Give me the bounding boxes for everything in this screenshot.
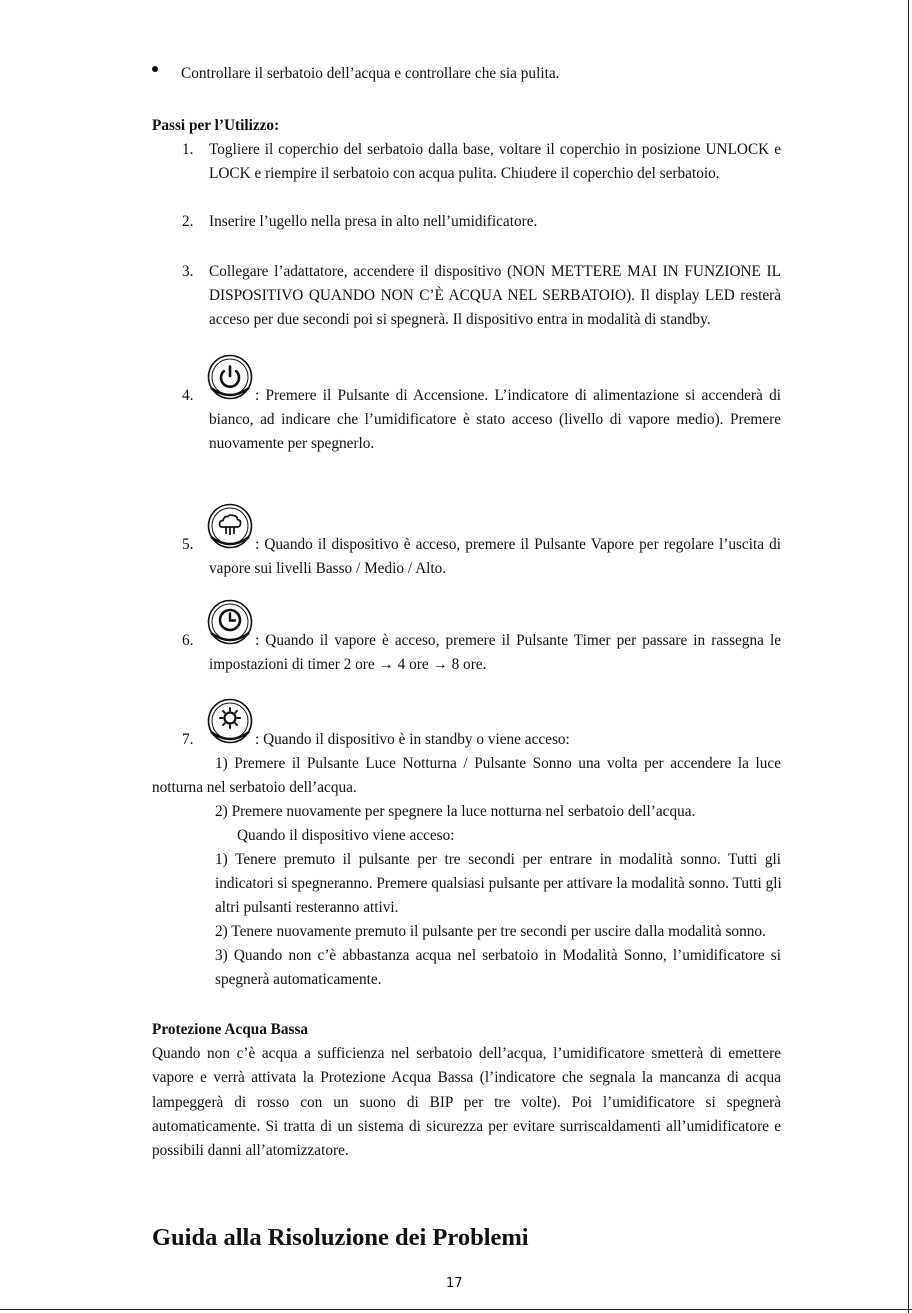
low-water-line-3: lampeggerà di rosso con un suono di BIP per tre volte). Poi l’umidificatore si spegnerà [152,1094,781,1111]
low-water-line-5: possibili danni all’atomizzatore. [152,1142,349,1159]
low-water-line-4: automaticamente. Si tratta di un sistema di sicurezza per evitare surriscaldamenti all’umidificatore e [152,1118,781,1135]
bullet-dot [152,66,158,72]
step-7-line-10: 3) Quando non c’è abbastanza acqua nel serbatoio in Modalità Sonno, l’umidificatore si [215,947,781,964]
step-3-line-3: acceso per due secondi poi si spegnerà. Il dispositivo entra in modalità di standby. [209,311,711,328]
step-7-line-9: 2) Tenere nuovamente premuto il pulsante per tre secondi per uscire dalla modalità sonno. [215,923,766,940]
low-water-line-1: Quando non c’è acqua a sufficienza nel serbatoio dell’acqua, l’umidificatore smetterà di emettere [152,1045,781,1062]
step-7-line-4: 2) Premere nuovamente per spegnere la luce notturna nel serbatoio dell’acqua. [215,803,696,820]
step-5-line-1: : Quando il dispositivo è acceso, premere il Pulsante Vapore per regolare l’uscita di [255,536,781,553]
step-5-number: 5. [182,536,194,553]
step-4-line-1: : Premere il Pulsante di Accensione. L’indicatore di alimentazione si accenderà di [255,387,781,404]
timer-icon [207,599,253,645]
page-edge-right [908,0,909,1313]
step-1-number: 1. [182,141,194,158]
step-7-line-3: notturna nel serbatoio dell’acqua. [152,779,357,796]
low-water-heading: Protezione Acqua Bassa [152,1021,309,1038]
page-number: 17 [446,1276,463,1291]
page-edge-bottom [0,1309,912,1310]
light-icon [207,698,253,744]
step-7-line-6: 1) Tenere premuto il pulsante per tre secondi per entrare in modalità sonno. Tutti gli [215,851,781,868]
troubleshooting-heading: Guida alla Risoluzione dei Problemi [152,1224,529,1251]
step-6-number: 6. [182,632,194,649]
step-6-line-1: : Quando il vapore è acceso, premere il Pulsante Timer per passare in rassegna le [255,632,781,649]
step-7-line-5: Quando il dispositivo viene acceso: [237,827,455,844]
step-1-line-1: Togliere il coperchio del serbatoio dalla base, voltare il coperchio in posizione UNLOCK e [209,141,781,158]
step-3-line-1: Collegare l’adattatore, accendere il dispositivo (NON METTERE MAI IN FUNZIONE IL [209,263,781,280]
step-2-number: 2. [182,213,194,230]
usage-heading: Passi per l’Utilizzo: [152,117,280,134]
step-3-line-2: DISPOSITIVO QUANDO NON C’È ACQUA NEL SERBATOIO). Il display LED resterà [209,287,781,304]
step-3-number: 3. [182,263,194,280]
step-4-line-3: nuovamente per spegnerlo. [209,435,375,452]
step-4-number: 4. [182,387,194,404]
step-7-number: 7. [182,731,194,748]
step-4-line-2: bianco, ad indicare che l’umidificatore è stato acceso (livello di vapore medio). Premere [209,411,781,428]
low-water-line-2: vapore e verrà attivata la Protezione Acqua Bassa (l’indicatore che segnala la mancanza di acqua [152,1069,781,1086]
power-icon [207,354,253,400]
step-7-line-11: spegnerà automaticamente. [215,971,382,988]
mist-icon [207,503,253,549]
step-2-line-1: Inserire l’ugello nella presa in alto nell’umidificatore. [209,213,538,230]
step-7-line-7: indicatori si spegneranno. Premere qualsiasi pulsante per attivare la modalità sonno. Tutti gli [215,875,782,892]
step-6-line-2: impostazioni di timer 2 ore → 4 ore → 8 ore. [209,656,487,673]
bullet-text: Controllare il serbatoio dell’acqua e controllare che sia pulita. [181,65,560,82]
step-7-line-2: 1) Premere il Pulsante Luce Notturna / Pulsante Sonno una volta per accendere la luce [215,755,781,772]
step-5-line-2: vapore sui livelli Basso / Medio / Alto. [209,560,447,577]
step-1-line-2: LOCK e riempire il serbatoio con acqua pulita. Chiudere il coperchio del serbatoio. [209,165,720,182]
step-7-line-1: : Quando il dispositivo è in standby o viene acceso: [255,731,570,748]
step-7-line-8: altri pulsanti resteranno attivi. [215,899,399,916]
